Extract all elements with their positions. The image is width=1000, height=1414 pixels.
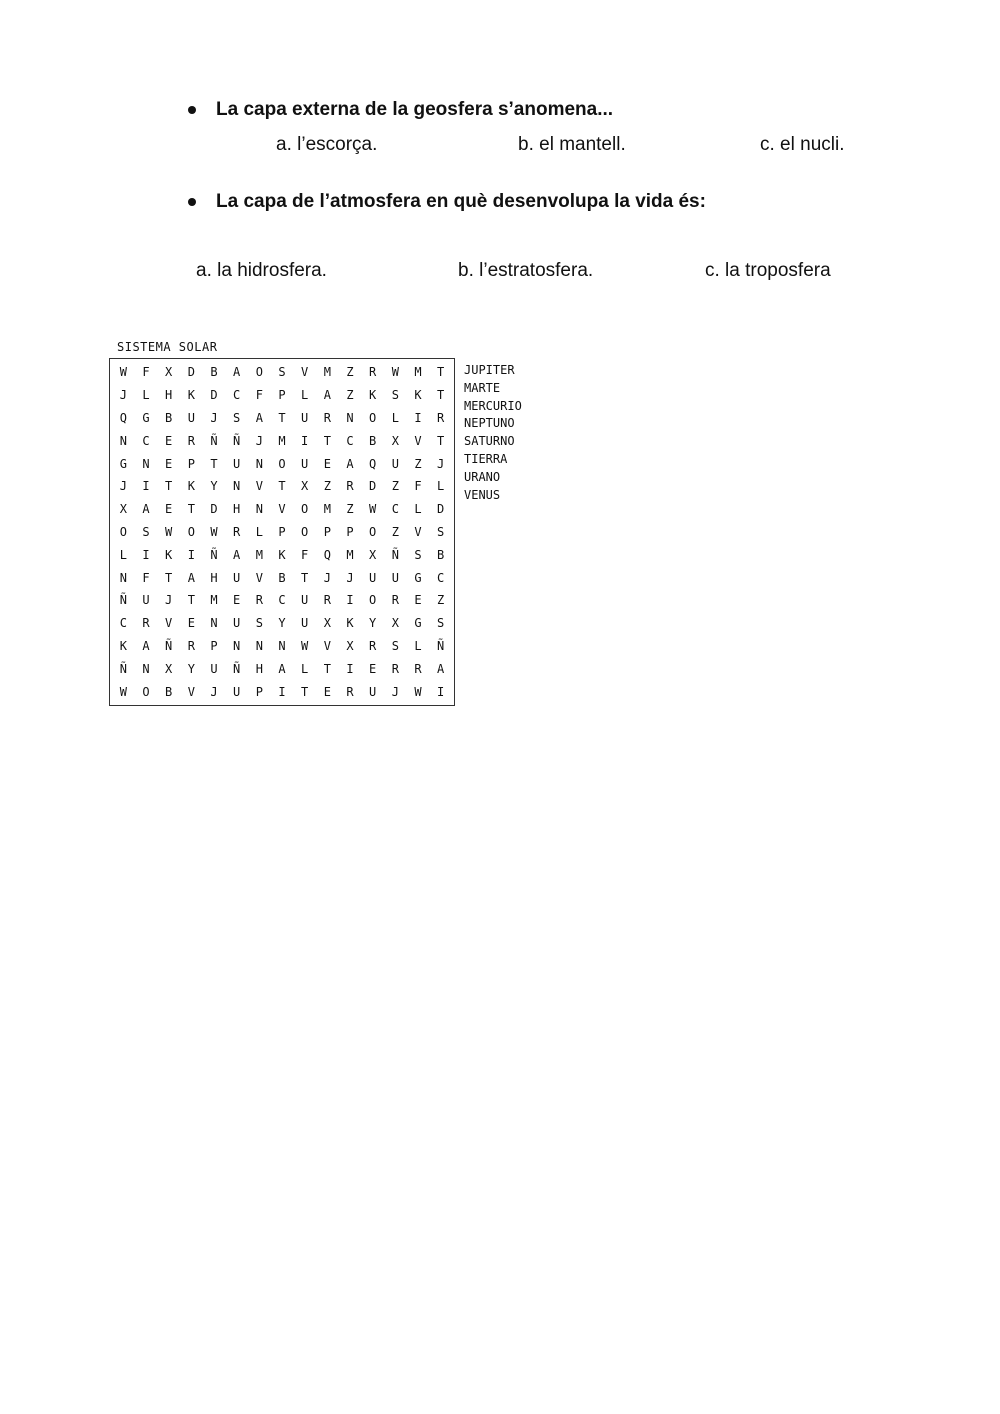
question-1-text: La capa externa de la geosfera s’anomena... [216,99,614,120]
wordsearch-cell[interactable]: M [278,433,286,448]
wordsearch-cell[interactable]: L [391,410,399,425]
wordsearch-cell[interactable]: O [119,524,127,539]
wordsearch-cell[interactable]: S [437,524,445,539]
question-1-option-b[interactable]: b. el mantell. [518,134,626,155]
wordsearch-cell[interactable]: V [278,502,286,517]
wordsearch-cell[interactable]: R [255,593,263,608]
wordsearch-cell[interactable]: H [233,502,241,517]
wordsearch-cell[interactable]: Ñ [210,433,218,448]
wordsearch-cell[interactable]: T [165,479,173,494]
wordsearch-cell[interactable]: J [346,570,354,585]
wordsearch-cell[interactable]: A [323,388,331,403]
wordsearch-cell[interactable]: N [255,502,263,517]
wordsearch-cell[interactable]: R [391,593,399,608]
wordsearch-cell[interactable]: S [391,388,399,403]
wordsearch-cell[interactable]: R [369,638,377,653]
wordsearch-cell[interactable]: U [391,456,399,471]
wordsearch-cell[interactable]: M [255,547,263,562]
wordsearch-cell[interactable]: J [119,388,127,403]
wordsearch-cell[interactable]: W [119,684,127,699]
wordsearch-cell[interactable]: A [233,365,241,380]
wordsearch-cell[interactable]: G [414,616,422,631]
wordsearch-cell[interactable]: S [437,616,445,631]
wordsearch-cell[interactable]: K [414,388,422,403]
wordsearch-cell[interactable]: W [119,365,127,380]
wordsearch-cell[interactable]: R [369,365,377,380]
wordsearch-cell[interactable]: B [165,684,173,699]
wordsearch-cell[interactable]: K [165,547,173,562]
question-2 [188,191,706,213]
wordsearch-cell[interactable]: R [346,684,354,699]
wordsearch-cell[interactable]: E [369,661,377,676]
wordsearch-cell[interactable]: X [301,479,309,494]
wordsearch-cell[interactable]: A [255,410,263,425]
wordsearch-cell[interactable]: R [142,616,150,631]
wordsearch-cell[interactable]: C [119,616,127,631]
wordsearch-title: SISTEMA SOLAR [117,340,218,354]
wordsearch-cell[interactable]: M [210,593,218,608]
wordsearch-cell[interactable]: W [165,524,173,539]
wordsearch-cell[interactable]: D [210,388,218,403]
wordsearch-cell[interactable]: O [369,524,377,539]
wordsearch-cell[interactable]: D [187,365,195,380]
wordsearch-cell[interactable]: N [278,638,286,653]
wordsearch-cell[interactable]: U [301,593,309,608]
wordsearch-cell[interactable]: U [369,570,377,585]
wordsearch-cell[interactable]: J [323,570,331,585]
wordsearch-cell[interactable]: Ñ [391,547,399,562]
wordsearch-cell[interactable]: Q [369,456,377,471]
bullet-icon [188,106,196,114]
wordsearch-cell[interactable]: U [210,661,218,676]
wordsearch-cell[interactable]: S [278,365,286,380]
wordsearch-cell[interactable]: S [391,638,399,653]
wordsearch-cell[interactable]: R [233,524,241,539]
wordsearch-cell[interactable]: H [255,661,263,676]
wordsearch-cell[interactable]: Z [391,479,399,494]
wordsearch-word: URANO [464,469,501,484]
wordsearch-cell[interactable]: T [165,570,173,585]
wordsearch-word: JUPITER [464,363,515,377]
wordsearch-cell[interactable]: L [437,479,445,494]
wordsearch-cell[interactable]: Z [346,388,354,403]
wordsearch-cell[interactable]: U [233,570,241,585]
wordsearch-cell[interactable]: A [142,502,150,517]
wordsearch-cell[interactable]: I [142,547,150,562]
wordsearch-cell[interactable]: A [437,661,445,676]
wordsearch-cell[interactable]: O [255,365,263,380]
wordsearch-cell[interactable]: U [233,456,241,471]
wordsearch-cell[interactable]: Z [346,502,354,517]
wordsearch-cell[interactable]: C [391,502,399,517]
wordsearch-cell[interactable]: O [142,684,150,699]
wordsearch-cell[interactable]: L [301,388,309,403]
wordsearch-cell[interactable]: P [187,456,195,471]
wordsearch-cell[interactable]: X [369,547,377,562]
bullet-icon [188,198,196,206]
wordsearch-cell[interactable]: I [301,433,309,448]
wordsearch-cell[interactable]: W [210,524,218,539]
wordsearch-cell[interactable]: K [187,479,195,494]
wordsearch-cell[interactable]: E [233,593,241,608]
question-1-option-a[interactable]: a. l’escorça. [276,134,378,155]
wordsearch-grid[interactable] [109,358,455,706]
wordsearch-cell[interactable]: Ñ [233,433,241,448]
wordsearch-cell[interactable]: J [210,410,218,425]
wordsearch-cell[interactable]: T [323,433,331,448]
wordsearch-cell[interactable]: B [369,433,377,448]
wordsearch-cell[interactable]: N [233,479,241,494]
wordsearch-cell[interactable]: R [187,638,195,653]
wordsearch-cell[interactable]: E [323,684,331,699]
wordsearch-cell[interactable]: Z [391,524,399,539]
wordsearch-cell[interactable]: Z [323,479,331,494]
wordsearch-cell[interactable]: Ñ [119,593,127,608]
wordsearch-cell[interactable]: C [346,433,354,448]
wordsearch-cell[interactable]: F [142,365,150,380]
wordsearch-cell[interactable]: L [255,524,263,539]
wordsearch-cell[interactable]: V [414,433,422,448]
wordsearch-cell[interactable]: Ñ [165,638,173,653]
wordsearch-cell[interactable]: T [210,456,218,471]
wordsearch-cell[interactable]: N [142,456,150,471]
wordsearch-cell[interactable]: D [210,502,218,517]
wordsearch-cell[interactable]: J [437,456,445,471]
wordsearch-cell[interactable]: W [414,684,422,699]
wordsearch-cell[interactable]: O [187,524,195,539]
wordsearch-cell[interactable]: X [391,616,399,631]
question-1-option-c[interactable]: c. el nucli. [760,134,845,155]
wordsearch-cell[interactable]: V [165,616,173,631]
wordsearch-cell[interactable]: I [346,593,354,608]
wordsearch-cell[interactable]: P [323,524,331,539]
wordsearch-cell[interactable]: P [278,388,286,403]
wordsearch-cell[interactable]: J [119,479,127,494]
wordsearch-cell[interactable]: E [165,433,173,448]
question-1 [188,99,613,121]
wordsearch-word: VENUS [464,487,501,502]
wordsearch-cell[interactable]: Q [323,547,331,562]
wordsearch-cell[interactable]: U [233,616,241,631]
wordsearch-cell[interactable]: E [165,456,173,471]
wordsearch-cell[interactable]: Ñ [437,638,445,653]
wordsearch-cell[interactable]: C [142,433,150,448]
wordsearch-cell[interactable]: E [323,456,331,471]
wordsearch-cell[interactable]: B [165,410,173,425]
wordsearch-cell[interactable]: J [165,593,173,608]
wordsearch-cell[interactable]: T [187,502,195,517]
wordsearch-cell[interactable]: A [278,661,286,676]
question-2-option-c[interactable]: c. la troposfera [705,260,831,281]
wordsearch-cell[interactable]: N [255,638,263,653]
wordsearch-cell[interactable]: R [323,410,331,425]
wordsearch-cell[interactable]: F [142,570,150,585]
wordsearch-cell[interactable]: Y [210,479,218,494]
wordsearch-cell[interactable]: S [142,524,150,539]
wordsearch-cell[interactable]: R [187,433,195,448]
wordsearch-cell[interactable]: P [346,524,354,539]
wordsearch-cell[interactable]: V [323,638,331,653]
question-2-text: La capa de l’atmosfera en què desenvolupa la vida és: [216,191,706,212]
wordsearch-cell[interactable]: L [142,388,150,403]
wordsearch-cell[interactable]: B [437,547,445,562]
wordsearch-cell[interactable]: N [119,570,127,585]
wordsearch-cell[interactable]: X [391,433,399,448]
wordsearch-cell[interactable]: M [323,502,331,517]
wordsearch-cell[interactable]: O [301,502,309,517]
wordsearch-cell[interactable]: N [142,661,150,676]
wordsearch-cell[interactable]: K [346,616,354,631]
wordsearch-cell[interactable]: R [391,661,399,676]
wordsearch-cell[interactable]: Ñ [119,661,127,676]
wordsearch-cell[interactable]: M [323,365,331,380]
wordsearch-cell[interactable]: S [414,547,422,562]
wordsearch-cell[interactable]: F [301,547,309,562]
wordsearch-cell[interactable]: T [301,570,309,585]
wordsearch-cell[interactable]: N [119,433,127,448]
wordsearch-cell[interactable]: H [165,388,173,403]
wordsearch-cell[interactable]: G [414,570,422,585]
wordsearch-cell[interactable]: V [414,524,422,539]
wordsearch-cell[interactable]: Y [369,616,377,631]
wordsearch-cell[interactable]: O [278,456,286,471]
wordsearch-cell[interactable]: Z [346,365,354,380]
wordsearch-cell[interactable]: F [414,479,422,494]
wordsearch-cell[interactable]: Q [119,410,127,425]
wordsearch-cell[interactable]: W [301,638,309,653]
wordsearch-cell[interactable]: V [187,684,195,699]
wordsearch-cell[interactable]: J [210,684,218,699]
wordsearch-cell[interactable]: U [369,684,377,699]
wordsearch-cell[interactable]: J [255,433,263,448]
wordsearch-cell[interactable]: N [233,638,241,653]
wordsearch-cell[interactable]: R [346,479,354,494]
wordsearch-cell[interactable]: T [187,593,195,608]
wordsearch-cell[interactable]: A [346,456,354,471]
wordsearch-cell[interactable]: L [414,638,422,653]
wordsearch-cell[interactable]: W [369,502,377,517]
wordsearch-cell[interactable]: B [278,570,286,585]
wordsearch-cell[interactable]: E [414,593,422,608]
wordsearch-cell[interactable]: T [323,661,331,676]
wordsearch-word: SATURNO [464,434,515,449]
question-2-option-a[interactable]: a. la hidrosfera. [196,260,327,281]
wordsearch-cell[interactable]: I [437,684,445,699]
wordsearch-cell[interactable]: M [346,547,354,562]
wordsearch-word: MERCURIO [464,398,522,413]
wordsearch-cell[interactable]: M [414,365,422,380]
wordsearch-cell[interactable]: I [414,410,422,425]
wordsearch-cell[interactable]: X [323,616,331,631]
wordsearch-cell[interactable]: O [369,593,377,608]
wordsearch-cell[interactable]: T [278,479,286,494]
wordsearch-word: MARTE [464,380,501,395]
wordsearch-cell[interactable]: S [233,410,241,425]
wordsearch-cell[interactable]: D [437,502,445,517]
wordsearch-cell[interactable]: G [119,456,127,471]
wordsearch-cell[interactable]: P [210,638,218,653]
wordsearch-cell[interactable]: R [323,593,331,608]
wordsearch-cell[interactable]: U [301,616,309,631]
wordsearch-cell[interactable]: F [255,388,263,403]
wordsearch-cell[interactable]: W [391,365,399,380]
wordsearch-cell[interactable]: X [119,502,127,517]
wordsearch-cell[interactable]: X [346,638,354,653]
wordsearch-cell[interactable]: E [187,616,195,631]
wordsearch-cell[interactable]: K [187,388,195,403]
wordsearch-cell[interactable]: H [210,570,218,585]
wordsearch-cell[interactable]: O [301,524,309,539]
wordsearch-cell[interactable]: N [255,456,263,471]
wordsearch-cell[interactable]: I [187,547,195,562]
wordsearch-cell[interactable]: P [278,524,286,539]
wordsearch-cell[interactable]: T [301,684,309,699]
question-2-option-b[interactable]: b. l’estratosfera. [458,260,594,281]
wordsearch-word: TIERRA [464,451,508,466]
wordsearch-cell[interactable]: C [278,593,286,608]
wordsearch-cell[interactable]: Z [414,456,422,471]
wordsearch-cell[interactable]: X [165,661,173,676]
wordsearch-cell[interactable]: B [210,365,218,380]
wordsearch-cell[interactable]: N [346,410,354,425]
wordsearch-cell[interactable]: P [255,684,263,699]
wordsearch-cell[interactable]: Z [437,593,445,608]
wordsearch-cell[interactable]: C [233,388,241,403]
wordsearch-cell[interactable]: D [369,479,377,494]
wordsearch-cell[interactable]: A [233,547,241,562]
wordsearch-cell[interactable]: E [165,502,173,517]
wordsearch-cell[interactable]: U [233,684,241,699]
wordsearch-word: NEPTUNO [464,416,515,431]
wordsearch-cell[interactable]: O [369,410,377,425]
wordsearch-cell[interactable]: T [437,365,445,380]
wordsearch-cell[interactable]: A [187,570,195,585]
wordsearch-cell[interactable]: I [142,479,150,494]
wordsearch-cell[interactable]: U [301,456,309,471]
wordsearch-cell[interactable]: K [278,547,286,562]
wordsearch-cell[interactable]: L [301,661,309,676]
wordsearch-cell[interactable]: K [369,388,377,403]
wordsearch-cell[interactable]: T [437,433,445,448]
wordsearch-cell[interactable]: Y [187,661,195,676]
wordsearch-cell[interactable]: I [278,684,286,699]
wordsearch-cell[interactable]: K [119,638,127,653]
wordsearch-cell[interactable]: L [119,547,127,562]
wordsearch-cell[interactable]: T [437,388,445,403]
wordsearch-cell[interactable]: R [414,661,422,676]
wordsearch-cell[interactable]: A [142,638,150,653]
wordsearch-cell[interactable]: T [278,410,286,425]
wordsearch-cell[interactable]: R [437,410,445,425]
wordsearch-cell[interactable]: Ñ [233,661,241,676]
wordsearch-cell[interactable]: N [210,616,218,631]
wordsearch-cell[interactable]: V [255,479,263,494]
wordsearch-cell[interactable]: U [187,410,195,425]
wordsearch-cell[interactable]: L [414,502,422,517]
wordsearch-cell[interactable]: V [255,570,263,585]
wordsearch-cell[interactable]: V [301,365,309,380]
wordsearch-cell[interactable]: Ñ [210,547,218,562]
wordsearch-cell[interactable]: S [255,616,263,631]
wordsearch-cell[interactable]: Y [278,616,286,631]
wordsearch-word-list [464,362,522,504]
wordsearch-cell[interactable]: C [437,570,445,585]
wordsearch-cell[interactable]: G [142,410,150,425]
wordsearch-cell[interactable]: J [391,684,399,699]
wordsearch-cell[interactable]: X [165,365,173,380]
wordsearch-cell[interactable]: U [142,593,150,608]
wordsearch-cell[interactable]: U [301,410,309,425]
wordsearch-cell[interactable]: U [391,570,399,585]
wordsearch-cell[interactable]: I [346,661,354,676]
